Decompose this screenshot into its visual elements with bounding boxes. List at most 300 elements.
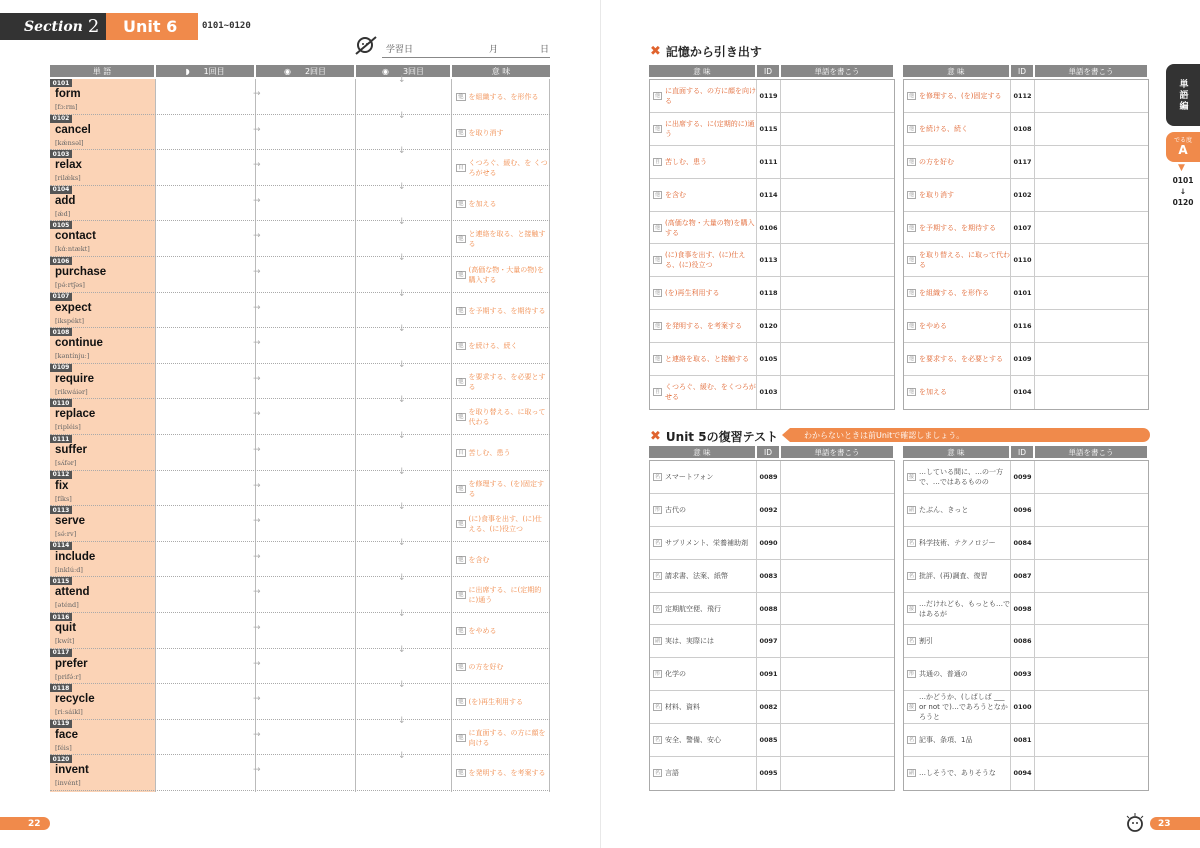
quiz-meaning-text: を続ける、続く — [919, 124, 969, 133]
study-date-label: 学習日 — [386, 45, 414, 55]
part-of-speech: 他 — [909, 257, 915, 264]
part-of-speech: 他 — [458, 200, 464, 207]
right-arrow-icon: → — [253, 409, 261, 420]
quiz-row — [904, 757, 1148, 790]
answer-blank[interactable] — [781, 376, 894, 409]
right-arrow-icon: → — [253, 89, 261, 99]
word-row — [50, 359, 550, 400]
word-pronunciation: [kɑ́ːntækt] — [55, 245, 90, 254]
quiz-row — [904, 724, 1148, 757]
quiz-meaning-text: 批評、(再)調査、復習 — [919, 571, 988, 580]
side-tab-level[interactable] — [1166, 132, 1200, 162]
quiz-header-meaning: 意 味 — [903, 65, 1009, 77]
answer-blank[interactable] — [781, 146, 894, 178]
eye-icon: ◉ — [283, 66, 291, 76]
answer-blank[interactable] — [781, 724, 894, 756]
quiz-meaning-text: (を)再生利用する — [665, 289, 720, 298]
down-arrow-icon: ↓ — [398, 359, 406, 370]
side-tab-word-section[interactable] — [1166, 64, 1200, 126]
answer-blank[interactable] — [781, 80, 894, 112]
quiz-id: 0114 — [757, 179, 781, 211]
quiz-header — [649, 446, 895, 458]
meaning-text: くつろぐ、緩む、を くつろがせる — [468, 159, 548, 178]
unit-label: Unit 6 — [123, 17, 178, 36]
quiz-meaning — [904, 244, 1011, 276]
word-text: fix — [55, 479, 69, 492]
meaning-text: の方を好む — [468, 662, 504, 671]
part-of-speech: 他 — [458, 94, 464, 100]
word-id: 0108 — [50, 328, 72, 336]
word-text: quit — [55, 622, 77, 634]
part-of-speech: 名 — [655, 704, 661, 711]
quiz-meaning-text: 化学の — [665, 670, 687, 679]
meaning-text: に直面する、の方に顔を向ける — [468, 728, 546, 747]
part-of-speech: 名 — [655, 572, 661, 579]
quiz-row — [650, 691, 894, 724]
quiz-meaning — [904, 146, 1011, 178]
quiz-meaning — [904, 179, 1011, 211]
quiz-id: 0119 — [757, 80, 781, 112]
page-number-left-text: 22 — [28, 818, 41, 829]
answer-blank[interactable] — [781, 179, 894, 211]
quiz-meaning — [904, 724, 1011, 756]
part-of-speech: 他 — [909, 356, 915, 363]
quiz-meaning-text: 科学技術、テクノロジー — [919, 538, 996, 547]
word-text: cancel — [55, 123, 91, 136]
part-of-speech: 接 — [909, 473, 915, 480]
quiz-meaning — [650, 494, 757, 526]
quiz-meaning — [904, 310, 1011, 342]
word-text: face — [55, 728, 79, 741]
answer-blank[interactable] — [781, 757, 894, 790]
word-row — [50, 288, 550, 329]
word-pronunciation: [invént] — [55, 779, 81, 788]
quiz-row — [904, 658, 1148, 691]
quiz-meaning-text: …かどうか、(しばしば ___ or not で)…であろうとなかろうと — [919, 693, 1008, 722]
answer-blank[interactable] — [781, 560, 894, 592]
quiz-row — [650, 757, 894, 790]
down-arrow-icon: ↓ — [398, 431, 406, 441]
down-arrow-icon: ↓ — [398, 573, 406, 584]
right-arrow-icon: → — [253, 694, 261, 705]
quiz-meaning — [650, 625, 757, 657]
quiz-meaning-text: をやめる — [919, 322, 948, 331]
part-of-speech: 他 — [655, 290, 661, 297]
meaning-text: と連絡を取る、と接触する — [468, 230, 546, 249]
meaning-text: を取り替える、に取って代わる — [468, 408, 546, 427]
range-end: 0120 — [1172, 198, 1194, 207]
answer-blank[interactable] — [1035, 527, 1148, 559]
word-pronunciation: [kəntínjuː] — [55, 352, 90, 361]
answer-blank[interactable] — [1035, 691, 1148, 723]
word-pronunciation: [kǽnsəl] — [55, 138, 84, 147]
quiz-body — [649, 460, 895, 791]
word-row — [50, 502, 550, 542]
part-of-speech: 他 — [655, 323, 661, 330]
down-arrow-icon: ↓ — [398, 609, 406, 619]
quiz-header-meaning: 意 味 — [649, 65, 755, 77]
quiz-id: 0111 — [757, 146, 781, 178]
word-pronunciation: [sʌ́fər] — [55, 459, 77, 467]
part-of-speech: 他 — [909, 290, 915, 297]
part-of-speech: 他 — [655, 257, 661, 264]
page-number-right-text: 23 — [1158, 818, 1171, 829]
quiz-header-write: 単語を書こう — [781, 65, 893, 77]
quiz-id: 0082 — [757, 691, 781, 723]
word-pronunciation: [ripléis] — [55, 423, 81, 432]
quiz-meaning — [904, 461, 1011, 493]
part-of-speech: 名 — [909, 638, 915, 645]
quiz-id: 0083 — [757, 560, 781, 592]
cross-icon: ✖ — [650, 44, 661, 59]
word-row — [50, 609, 550, 649]
quiz-meaning-text: 定期航空便、飛行 — [665, 604, 722, 613]
quiz-header-write: 単語を書こう — [1035, 446, 1147, 458]
word-id: 0107 — [50, 293, 72, 301]
quiz-header-id: ID — [1011, 446, 1033, 458]
quiz-id: 0090 — [757, 527, 781, 559]
quiz-id: 0098 — [1011, 593, 1035, 625]
part-of-speech: 他 — [458, 628, 464, 634]
answer-blank[interactable] — [1035, 494, 1148, 526]
word-text: contact — [55, 230, 96, 243]
word-row — [50, 181, 550, 222]
answer-blank[interactable] — [1035, 179, 1148, 211]
quiz-header — [903, 446, 1149, 458]
word-id: 0101 — [50, 79, 72, 87]
quiz-id: 0086 — [1011, 625, 1035, 657]
answer-blank[interactable] — [781, 658, 894, 690]
word-text: add — [55, 194, 76, 207]
mascot-icon — [1124, 812, 1146, 834]
part-of-speech: 他 — [909, 224, 915, 231]
quiz-meaning-text: …している間に、…の一方で、…ではあるものの — [919, 467, 1004, 486]
quiz-meaning — [650, 113, 757, 145]
quiz-meaning-text: 材料、資料 — [665, 703, 701, 712]
word-row — [50, 466, 550, 507]
part-of-speech: 他 — [655, 92, 661, 99]
quiz-row — [904, 343, 1148, 376]
quiz-meaning — [650, 244, 757, 276]
answer-blank[interactable] — [1035, 80, 1148, 112]
answer-blank[interactable] — [1035, 724, 1148, 756]
quiz-meaning-text: に出席する、に(定期的に)通う — [665, 119, 755, 138]
quiz-meaning — [904, 212, 1011, 244]
part-of-speech: 他 — [458, 129, 464, 136]
quiz-meaning-text: スマートフォン — [665, 472, 714, 481]
word-row — [50, 217, 550, 257]
answer-blank[interactable] — [1035, 376, 1148, 409]
quiz-meaning — [904, 277, 1011, 309]
part-of-speech: 他 — [909, 191, 915, 198]
quiz-header-write: 単語を書こう — [781, 446, 893, 458]
quiz-row — [904, 593, 1148, 626]
cross-icon: ✖ — [650, 429, 661, 444]
answer-blank[interactable] — [1035, 146, 1148, 178]
meaning-text: を続ける、続く — [468, 342, 518, 351]
answer-blank[interactable] — [781, 527, 894, 559]
word-pronunciation: [rikwáiər] — [55, 387, 88, 396]
quiz-meaning-text: を予期する、を期待する — [919, 223, 997, 232]
meaning-text: (に)食事を出す、(に)仕える、(に)役立つ — [468, 515, 542, 534]
meaning-text: を発明する、を考案する — [468, 769, 546, 778]
part-of-speech: 接 — [909, 605, 915, 612]
part-of-speech: 他 — [909, 125, 915, 132]
level-label: A — [1178, 143, 1188, 157]
answer-blank[interactable] — [1035, 560, 1148, 592]
answer-blank[interactable] — [1035, 658, 1148, 690]
word-row — [50, 751, 550, 791]
answer-blank[interactable] — [1035, 343, 1148, 375]
word-text: include — [55, 550, 96, 563]
ear-icon: ◗ — [185, 66, 190, 76]
word-meaning — [456, 154, 548, 182]
word-id: 0115 — [50, 577, 72, 585]
part-of-speech: 副 — [909, 506, 915, 513]
down-arrow-icon: ↓ — [398, 537, 406, 548]
meaning-text: をやめる — [468, 627, 497, 635]
right-arrow-icon: → — [253, 195, 261, 206]
date-underline — [382, 57, 550, 58]
quiz-id: 0106 — [757, 212, 781, 244]
quiz-id: 0085 — [757, 724, 781, 756]
review-note — [790, 428, 1150, 442]
quiz-id: 0091 — [757, 658, 781, 690]
part-of-speech: 自 — [458, 165, 464, 172]
down-arrow-icon: ▼ — [1178, 163, 1185, 173]
word-text: continue — [55, 337, 103, 350]
quiz-id: 0101 — [1011, 277, 1035, 309]
quiz-meaning-text: …だけれども、もっとも…ではあるが — [919, 599, 1011, 618]
part-of-speech: 他 — [458, 663, 464, 670]
part-of-speech: 他 — [458, 521, 464, 528]
word-meaning — [456, 759, 548, 787]
quiz-id: 0112 — [1011, 80, 1035, 112]
answer-blank[interactable] — [1035, 310, 1148, 342]
quiz-row — [650, 560, 894, 593]
day-label: 日 — [540, 45, 550, 55]
quiz-meaning — [650, 179, 757, 211]
quiz-row — [904, 625, 1148, 658]
quiz-meaning — [904, 757, 1011, 790]
review-note-text: わからないときは前Unitで確認しましょう。 — [804, 430, 965, 440]
part-of-speech: 副 — [909, 770, 915, 777]
section-label: Section — [24, 18, 83, 35]
word-pronunciation: [əténd] — [55, 601, 79, 610]
word-id: 0118 — [50, 684, 72, 692]
quiz-header-id: ID — [757, 446, 779, 458]
quiz-id: 0087 — [1011, 560, 1035, 592]
quiz-row — [904, 113, 1148, 146]
part-of-speech: 名 — [655, 605, 661, 612]
word-meaning — [456, 724, 548, 752]
part-of-speech: 他 — [655, 125, 661, 132]
down-arrow-icon: ↓ — [398, 110, 406, 121]
word-meaning — [456, 403, 548, 431]
right-arrow-icon: → — [253, 445, 261, 455]
unit-range: 0101~0120 — [202, 21, 251, 31]
quiz-meaning — [904, 691, 1011, 723]
quiz-meaning — [650, 724, 757, 756]
part-of-speech: 他 — [458, 236, 464, 243]
down-arrow-icon: ↓ — [398, 395, 406, 406]
quiz-id: 0115 — [757, 113, 781, 145]
word-meaning — [456, 261, 548, 289]
word-pronunciation: [sə́ːrv] — [55, 530, 77, 539]
answer-blank[interactable] — [781, 113, 894, 145]
word-text: replace — [55, 408, 96, 421]
quiz-header-id: ID — [757, 65, 779, 77]
quiz-meaning-text: 共通の、普通の — [919, 670, 968, 679]
word-text: purchase — [55, 266, 107, 278]
quiz-meaning-text: を要求する、を必要とする — [919, 355, 1004, 364]
quiz-header — [903, 65, 1149, 77]
word-meaning — [456, 653, 548, 681]
word-row — [50, 715, 550, 756]
right-arrow-icon: → — [253, 765, 261, 776]
header-round2 — [256, 65, 354, 77]
answer-blank[interactable] — [781, 691, 894, 723]
word-pronunciation: [ikspékt] — [55, 316, 84, 325]
quiz-meaning — [650, 212, 757, 244]
word-id: 0106 — [50, 257, 72, 265]
word-id: 0104 — [50, 186, 72, 194]
quiz-id: 0105 — [757, 343, 781, 375]
answer-blank[interactable] — [781, 277, 894, 309]
quiz-meaning — [904, 80, 1011, 112]
quiz-id: 0094 — [1011, 757, 1035, 790]
quiz-row — [904, 560, 1148, 593]
part-of-speech: 名 — [909, 737, 915, 744]
quiz-body — [903, 79, 1149, 410]
quiz-row — [650, 593, 894, 626]
quiz-row — [650, 461, 894, 494]
quiz-id: 0093 — [1011, 658, 1035, 690]
part-of-speech: 他 — [458, 734, 464, 741]
quiz-row — [650, 146, 894, 179]
answer-blank[interactable] — [1035, 461, 1148, 493]
word-text: require — [55, 372, 94, 385]
quiz-meaning — [650, 593, 757, 625]
quiz-meaning-text: くつろぐ、緩む、をくつろがせる — [665, 383, 756, 402]
quiz-meaning — [904, 560, 1011, 592]
part-of-speech: 他 — [458, 699, 464, 706]
quiz-row — [904, 80, 1148, 113]
down-arrow-icon: ↓ — [398, 502, 406, 513]
answer-blank[interactable] — [1035, 277, 1148, 309]
part-of-speech: 他 — [458, 307, 464, 314]
quiz-meaning-text: 請求書、法案、紙幣 — [665, 571, 729, 580]
answer-blank[interactable] — [781, 310, 894, 342]
word-id: 0111 — [50, 435, 72, 443]
answer-blank[interactable] — [781, 461, 894, 493]
answer-blank[interactable] — [1035, 757, 1148, 790]
quiz-meaning-text: 割引 — [919, 637, 934, 646]
range-start: 0101 — [1172, 176, 1194, 185]
word-row — [50, 395, 550, 435]
part-of-speech: 他 — [655, 356, 661, 363]
word-text: invent — [55, 764, 89, 777]
word-row — [50, 75, 550, 115]
answer-blank[interactable] — [781, 212, 894, 244]
meaning-text: (を)再生利用する — [468, 698, 523, 707]
quiz-row — [650, 179, 894, 212]
answer-blank[interactable] — [1035, 212, 1148, 244]
answer-blank[interactable] — [1035, 625, 1148, 657]
header-round3-label: 3回目 — [402, 66, 425, 76]
word-id: 0113 — [50, 506, 72, 514]
answer-blank[interactable] — [1035, 244, 1148, 276]
word-meaning — [456, 510, 548, 538]
part-of-speech: 副 — [655, 638, 661, 645]
quiz-id: 0116 — [1011, 310, 1035, 342]
part-of-speech: 他 — [909, 92, 915, 99]
word-text: serve — [55, 515, 86, 528]
answer-blank[interactable] — [781, 244, 894, 276]
quiz-id: 0095 — [757, 757, 781, 790]
part-of-speech: 他 — [909, 323, 915, 330]
word-meaning — [456, 332, 548, 360]
quiz-meaning — [904, 658, 1011, 690]
header-round1-label: 1回目 — [203, 66, 225, 76]
answer-blank[interactable] — [1035, 593, 1148, 625]
quiz-id: 0108 — [1011, 113, 1035, 145]
word-pronunciation: [fɔːrm] — [55, 103, 78, 111]
recall-title: 記憶から引き出す — [665, 45, 762, 59]
review-heading — [650, 428, 778, 445]
part-of-speech: 他 — [458, 378, 464, 385]
part-of-speech: 名 — [655, 473, 661, 480]
word-pronunciation: [prifə́ːr] — [55, 672, 81, 681]
word-meaning — [456, 688, 548, 716]
word-row — [50, 324, 550, 364]
quiz-header — [649, 65, 895, 77]
word-pronunciation: [inklúːd] — [55, 565, 83, 574]
word-table-header — [50, 65, 550, 77]
answer-blank[interactable] — [781, 593, 894, 625]
part-of-speech: 自 — [458, 450, 464, 456]
quiz-meaning-text: を加える — [919, 388, 948, 397]
quiz-header-write: 単語を書こう — [1035, 65, 1147, 77]
word-text: expect — [55, 301, 92, 314]
part-of-speech: 形 — [909, 671, 915, 678]
right-arrow-icon: → — [253, 551, 261, 562]
quiz-header-meaning: 意 味 — [903, 446, 1009, 458]
quiz-id: 0118 — [757, 277, 781, 309]
answer-blank[interactable] — [1035, 113, 1148, 145]
quiz-id: 0092 — [757, 494, 781, 526]
quiz-row — [904, 179, 1148, 212]
part-of-speech: 他 — [458, 556, 464, 563]
quiz-meaning-text: たぶん、きっと — [919, 505, 969, 514]
header-meaning-label: 意 味 — [491, 66, 511, 76]
answer-blank[interactable] — [781, 625, 894, 657]
quiz-row — [650, 113, 894, 146]
answer-blank[interactable] — [781, 494, 894, 526]
part-of-speech: 他 — [458, 770, 464, 777]
word-meaning — [456, 119, 548, 147]
unit-tab — [106, 13, 198, 40]
part-of-speech: 名 — [655, 539, 661, 546]
part-of-speech: 他 — [458, 272, 464, 278]
quiz-body — [649, 79, 895, 410]
answer-blank[interactable] — [781, 343, 894, 375]
quiz-id: 0097 — [757, 625, 781, 657]
quiz-meaning-text: 安全、警備、安心 — [665, 736, 722, 745]
word-meaning — [456, 475, 548, 503]
quiz-meaning-text: を発明する、を考案する — [665, 322, 743, 331]
part-of-speech: 他 — [909, 389, 915, 396]
